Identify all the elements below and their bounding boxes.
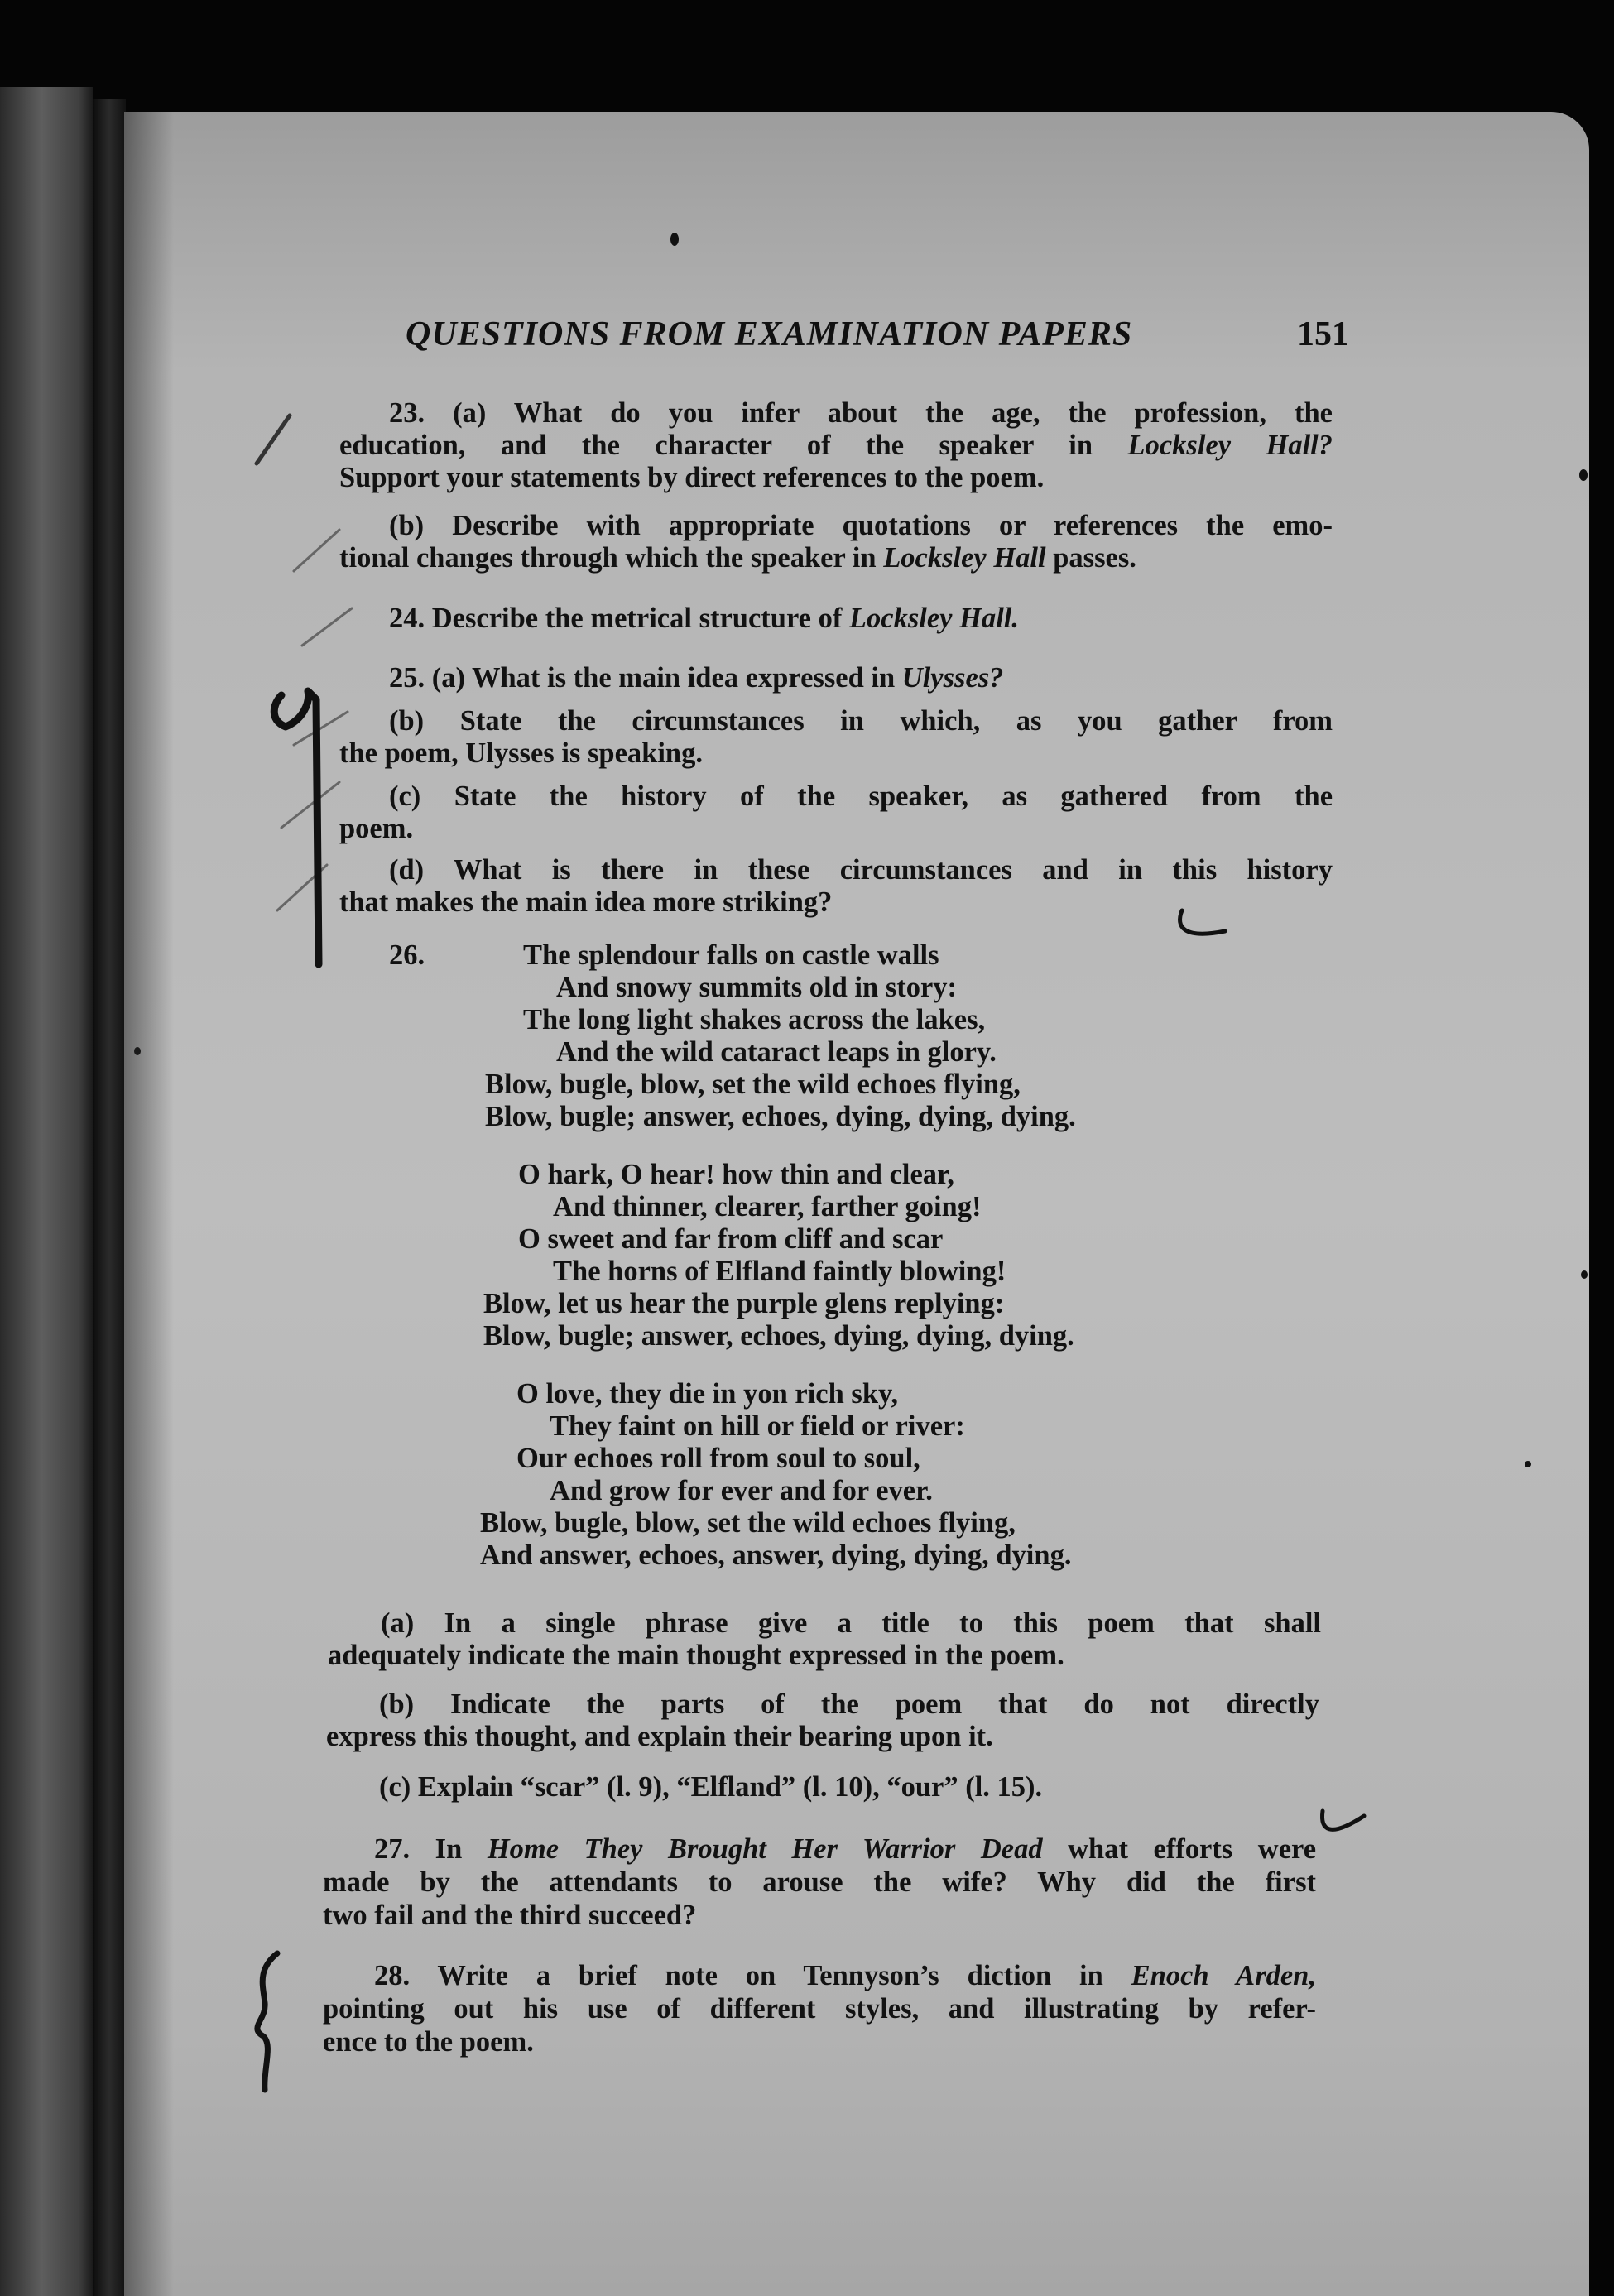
- poem-title: Locksley Hall: [883, 542, 1046, 574]
- poem-line: Blow, bugle; answer, echoes, dying, dying, dying.: [485, 1101, 1076, 1132]
- question-text: passes.: [1053, 542, 1136, 574]
- part-label: (b): [389, 510, 425, 541]
- tick-mark: [257, 415, 290, 464]
- poem-line: They faint on hill or field or river:: [550, 1410, 965, 1442]
- poem-line: And answer, echoes, answer, dying, dying, dying.: [480, 1539, 1072, 1571]
- poem-title: Locksley Hall?: [1127, 430, 1333, 461]
- question-text: the poem, Ulysses is speaking.: [339, 737, 703, 769]
- tick-mark: [294, 530, 339, 571]
- question-text: In a single phrase give a title to this poem that shall: [444, 1607, 1322, 1639]
- part-label: (a): [381, 1607, 415, 1639]
- brace-mark: [257, 1953, 277, 2090]
- poem-title: Ulysses?: [901, 662, 1004, 694]
- poem-line: O love, they die in yon rich sky,: [516, 1378, 898, 1410]
- part-label: (c): [379, 1771, 411, 1803]
- part-label: (b): [379, 1688, 415, 1720]
- question-number: 28.: [374, 1960, 411, 1991]
- question-text: made by the attendants to arouse the wife? Why did the first: [323, 1866, 1316, 1898]
- poem-line: Blow, bugle, blow, set the wild echoes flying,: [485, 1069, 1021, 1100]
- question-text: express this thought, and explain their bearing upon it.: [326, 1721, 993, 1752]
- poem-line: Blow, bugle; answer, echoes, dying, dying, dying.: [483, 1320, 1074, 1352]
- poem-title: Locksley Hall.: [848, 603, 1019, 634]
- question-number: 24.: [389, 603, 425, 634]
- poem-line: Blow, bugle, blow, set the wild echoes flying,: [480, 1507, 1016, 1539]
- question-text: pointing out his use of different styles, and illustrating by refer-: [323, 1993, 1316, 2025]
- question-text: State the circumstances in which, as you gather from: [459, 705, 1333, 737]
- question-text: Write a brief note on Tennyson’s diction in: [437, 1960, 1103, 1991]
- question-text: what efforts were: [1068, 1833, 1317, 1865]
- q26-number: 26.: [389, 939, 425, 971]
- poem-line: And the wild cataract leaps in glory.: [556, 1036, 997, 1068]
- question-text: Describe the metrical structure of: [431, 603, 843, 634]
- question-text: that makes the main idea more striking?: [339, 886, 833, 918]
- question-text: What is the main idea expressed in: [472, 662, 896, 694]
- poem-line: The horns of Elfland faintly blowing!: [553, 1256, 1006, 1287]
- poem-line: Our echoes roll from soul to soul,: [516, 1443, 920, 1474]
- question-number: 23.: [389, 397, 425, 429]
- part-label: (b): [389, 705, 425, 737]
- question-text: Describe with appropriate quotations or references the emo-: [452, 510, 1333, 541]
- running-title: QUESTIONS FROM EXAMINATION PAPERS: [406, 315, 1133, 353]
- poem-line: And thinner, clearer, farther going!: [553, 1191, 982, 1222]
- poem-title: Enoch Arden,: [1131, 1960, 1316, 1991]
- page-number: 151: [1297, 315, 1349, 353]
- question-text: ence to the poem.: [323, 2026, 534, 2058]
- question-text: Support your statements by direct references to the poem.: [339, 462, 1045, 493]
- check-mark: [1180, 910, 1225, 934]
- question-text: adequately indicate the main thought expressed in the poem.: [328, 1640, 1064, 1671]
- question-text: Indicate the parts of the poem that do not directly: [450, 1688, 1320, 1720]
- tick-mark: [302, 608, 352, 646]
- poem-line: And grow for ever and for ever.: [550, 1475, 933, 1506]
- question-text: State the history of the speaker, as gathered from the: [454, 781, 1333, 812]
- poem-line: O sweet and far from cliff and scar: [518, 1223, 944, 1255]
- poem-line: O hark, O hear! how thin and clear,: [518, 1159, 954, 1190]
- poem-title: Home They Brought Her Warrior Dead: [487, 1833, 1043, 1865]
- part-label: (a): [453, 397, 487, 429]
- question-text: Explain “scar” (l. 9), “Elfland” (l. 10), “our” (l. 15).: [417, 1771, 1043, 1803]
- question-text: tional changes through which the speaker in: [339, 542, 877, 574]
- poem-line: The splendour falls on castle walls: [523, 939, 939, 971]
- tick-mark: [281, 782, 339, 828]
- question-text: education, and the character of the speaker in: [339, 430, 1093, 461]
- poem-line: Blow, let us hear the purple glens replying:: [483, 1288, 1005, 1319]
- check-mark: [1323, 1811, 1364, 1829]
- question-number: 25.: [389, 662, 425, 694]
- question-text: What do you infer about the age, the profession, the: [513, 397, 1333, 429]
- part-label: (a): [431, 662, 465, 694]
- question-text: What is there in these circumstances and in this history: [453, 854, 1333, 886]
- question-text: In: [435, 1833, 463, 1865]
- question-text: two fail and the third succeed?: [323, 1900, 697, 1931]
- question-number: 27.: [374, 1833, 411, 1865]
- poem-line: The long light shakes across the lakes,: [523, 1004, 986, 1035]
- poem-line: And snowy summits old in story:: [556, 972, 958, 1003]
- question-text: poem.: [339, 813, 414, 844]
- part-label: (d): [389, 854, 425, 886]
- part-label: (c): [389, 781, 421, 812]
